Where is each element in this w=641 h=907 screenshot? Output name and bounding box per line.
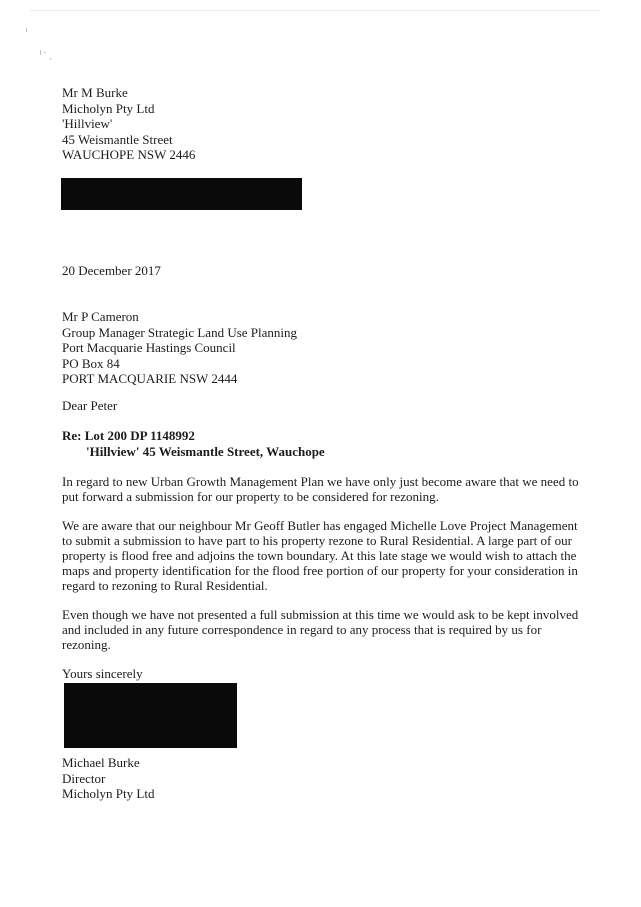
sender-town: WAUCHOPE NSW 2446 xyxy=(62,147,196,162)
subject-line-2: 'Hillview' 45 Weismantle Street, Wauchope xyxy=(86,443,325,459)
paragraph-line: maps and property identification for the flood free portion of our property for your consideration in xyxy=(62,563,578,578)
paragraph-line: We are aware that our neighbour Mr Geoff Butler has engaged Michelle Love Project Management xyxy=(62,518,578,533)
scan-top-edge xyxy=(30,10,600,11)
salutation: Dear Peter xyxy=(62,398,118,413)
paragraph-line: property is flood free and adjoins the town boundary. At this late stage we would wish to attach the xyxy=(62,548,577,563)
paragraph-line: Even though we have not presented a full submission at this time we would ask to be kept involved xyxy=(62,607,579,622)
recipient-town: PORT MACQUARIE NSW 2444 xyxy=(62,371,238,386)
closing: Yours sincerely xyxy=(62,666,143,681)
sender-company: Micholyn Pty Ltd xyxy=(62,100,155,116)
signatory-company: Micholyn Pty Ltd xyxy=(62,786,155,801)
body-paragraph-3 xyxy=(62,607,578,652)
recipient-title: Group Manager Strategic Land Use Planning xyxy=(62,324,298,340)
scan-artifact-marks xyxy=(24,28,54,68)
letter-date: 20 December 2017 xyxy=(62,263,161,278)
redaction-box xyxy=(61,178,302,210)
sender-address xyxy=(62,85,195,163)
paragraph-line: and included in any future correspondence in regard to any process that is required by us for xyxy=(62,622,542,637)
paragraph-line: In regard to new Urban Growth Management Plan we have only just become aware that we need to xyxy=(62,474,579,489)
signatory xyxy=(62,755,154,802)
sender-property: 'Hillview' xyxy=(62,116,113,131)
subject-line-1: Re: Lot 200 DP 1148992 xyxy=(62,428,195,443)
body-paragraph-2 xyxy=(62,518,578,593)
sender-name: Mr M Burke xyxy=(62,85,128,100)
recipient-organisation: Port Macquarie Hastings Council xyxy=(62,340,236,355)
paragraph-line: rezoning. xyxy=(62,637,111,652)
sender-street: 45 Weismantle Street xyxy=(62,131,173,147)
paragraph-line: put forward a submission for our property to be considered for rezoning. xyxy=(62,489,439,504)
signatory-role: Director xyxy=(62,770,106,786)
body-paragraph-1 xyxy=(62,474,579,504)
paragraph-line: to submit a submission to have part to his property rezone to Rural Residential. A large part of our xyxy=(62,533,572,548)
signature-redaction xyxy=(64,683,237,748)
recipient-address xyxy=(62,309,297,387)
paragraph-line: regard to rezoning to Rural Residential. xyxy=(62,578,268,593)
subject xyxy=(62,428,325,459)
recipient-po-box: PO Box 84 xyxy=(62,355,120,371)
recipient-name: Mr P Cameron xyxy=(62,309,139,324)
signatory-name: Michael Burke xyxy=(62,755,140,770)
